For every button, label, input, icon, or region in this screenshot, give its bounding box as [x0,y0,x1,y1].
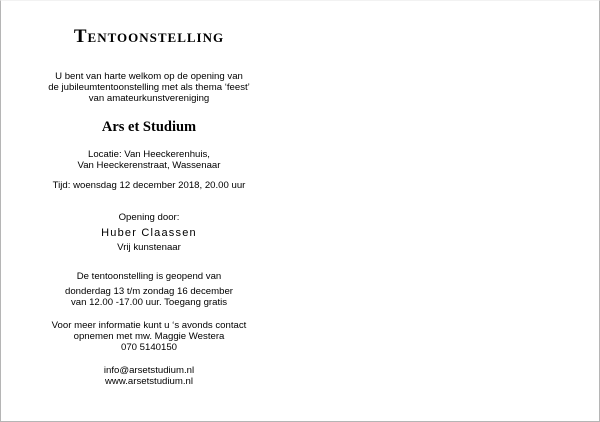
opening-label: Opening door: [118,212,180,223]
location-block [1,149,297,171]
contact-phone: 070 5140150 [120,342,178,353]
invitation-text [1,71,297,104]
location-line: Locatie: Van Heeckerenhuis, [88,149,210,160]
exhibition-hours-line: donderdag 13 t/m zondag 16 december [64,286,233,297]
opener-role: Vrij kunstenaar [117,242,181,253]
contact-line: Voor meer informatie kunt u ‘s avonds contact [51,320,247,331]
invitation-line: van amateurkunstvereniging [88,93,210,104]
page-title: Tentoonstelling [73,26,225,47]
website-address: www.arsetstudium.nl [105,376,193,387]
contact-block [1,320,297,353]
contact-email: info@arsetstudium.nl [103,365,195,376]
location-line: Van Heeckerenstraat, Wassenaar [77,160,221,171]
exhibition-intro: De tentoonstelling is geopend van [76,271,222,282]
invitation-line: U bent van harte welkom op de opening van [55,71,243,82]
web-block [1,365,297,387]
event-time: Tijd: woensdag 12 december 2018, 20.00 uur [52,180,246,191]
contact-line: opnemen met mw. Maggie Westera [73,331,225,342]
exhibition-hours-line: van 12.00 -17.00 uur. Toegang gratis [70,297,228,308]
invitation-line: de jubileumtentoonstelling met als thema ‘feest’ [48,82,250,93]
exhibition-hours [1,286,297,308]
opener-name: Huber Claassen [101,227,197,239]
organization-name: Ars et Studium [101,119,197,135]
